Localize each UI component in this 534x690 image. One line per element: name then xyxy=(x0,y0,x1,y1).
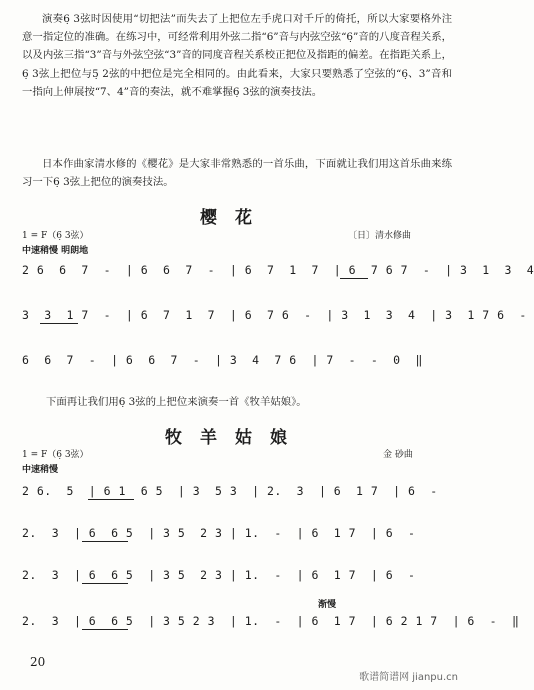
song1-title: 樱花 xyxy=(200,208,270,228)
beam xyxy=(40,323,78,324)
song1-line-1 xyxy=(22,255,534,285)
song2-ritardando: 渐慢 xyxy=(318,600,337,610)
song1-staff-2: 3 3 1 7 - | 6 7 1 7 | 6 7 6 - | 3 1 3 4 | 3 1 7 6 - xyxy=(22,308,527,322)
song1-composer: 〔日〕清水修曲 xyxy=(348,231,412,241)
beam xyxy=(340,278,368,279)
song2-line-4 xyxy=(22,606,520,636)
song2-staff-3: 2. 3 | 6 6 5 | 3 5 2 3 | 1. - | 6 1 7 | 6 - xyxy=(22,568,416,582)
song1-tempo: 中速稍慢 明朗地 xyxy=(22,246,89,256)
song2-line-1 xyxy=(22,476,450,506)
song2-staff-2: 2. 3 | 6 6 5 | 3 5 2 3 | 1. - | 6 1 7 | 6 - xyxy=(22,526,416,540)
song2-composer: 金 砂曲 xyxy=(383,450,413,460)
intro-paragraph-1: 演奏6̣ 3弦时因使用“切把法”而失去了上把位左手虎口对千斤的倚托，所以大家要格外注意一指定位的准确。在练习中，可经常利用外弦二指“6”音与内弦空弦“6̣”音的八度音程关系，以及内弦三指“3”音与外弦空弦“3”音的同度音程关系校正把位及指距的偏差。在指距关系上，6̣ 3弦上把位与5̣ 2弦的中把位是完全相同的。由此看来，大家只要熟悉了空弦的“6̣、3”音和一指向上伸展按“7̇、4”音的奏法，就不难掌握6̣ 3弦的演奏技法。 xyxy=(22,13,452,98)
page-number: 20 xyxy=(30,655,46,669)
beam xyxy=(82,629,128,630)
beam xyxy=(82,583,128,584)
song1-line-2 xyxy=(22,300,527,330)
song2-staff-4: 2. 3 | 6 6 5 | 3 5 2 3 | 1. - | 6 1 7 | 6 2 1 7 | 6 - ‖ xyxy=(22,614,520,628)
watermark-text: 歌谱简谱网 jianpu.cn xyxy=(359,672,458,683)
beam xyxy=(82,541,128,542)
song2-title: 牧羊姑娘 xyxy=(165,428,305,448)
song1-line-3 xyxy=(22,345,450,375)
song1-staff-3: 6 6 7 - | 6 6 7 - | 3 4 7 6 | 7 - - 0 ‖ xyxy=(22,353,423,367)
song2-line-3 xyxy=(22,560,450,590)
song2-line-2 xyxy=(22,518,450,548)
song1-staff-1: 2 6 6 7 - | 6 6 7 - | 6 7 1 7 | 6 7 6 7 - | 3 1 3 4 xyxy=(22,263,534,277)
song2-tempo: 中速稍慢 xyxy=(22,465,59,475)
intro-paragraph-2: 日本作曲家清水修的《樱花》是大家非常熟悉的一首乐曲，下面就让我们用这首乐曲来练习一下6̣ 3弦上把位的演奏技法。 xyxy=(22,158,452,189)
song1-key: 1 = F（6̣ 3弦） xyxy=(22,231,89,241)
song2-key: 1 = F（6̣ 3弦） xyxy=(22,450,89,460)
transition-text: 下面再让我们用6̣ 3弦的上把位来演奏一首《牧羊姑娘》。 xyxy=(46,396,307,408)
song2-staff-1: 2 6. 5 | 6 1 6 5 | 3 5 3 | 2. 3 | 6 1 7 | 6 - xyxy=(22,484,438,498)
beam xyxy=(88,499,134,500)
